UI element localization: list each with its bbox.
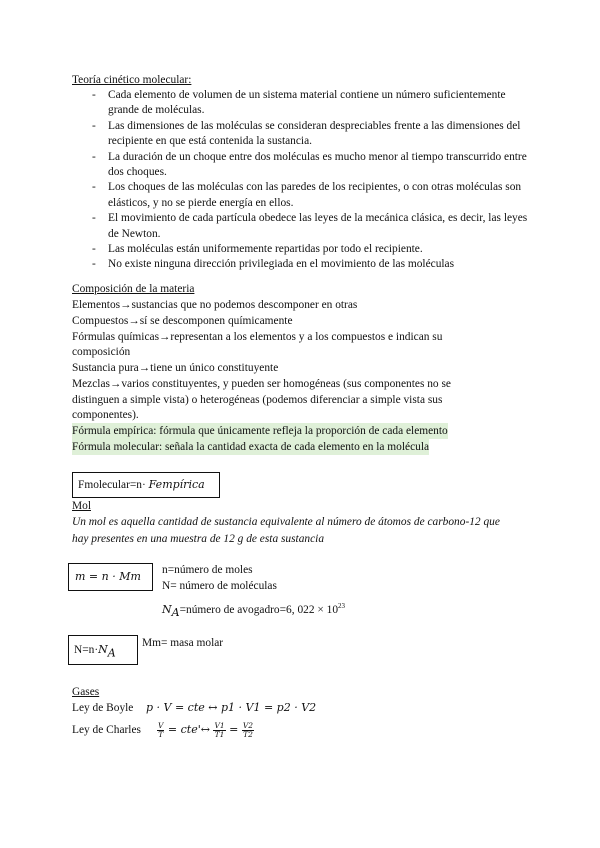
- mass-equation: m = n · Mm: [75, 570, 141, 583]
- avogadro-legend: $N_A=número$ de avogadro=6, $022 \times 10^{23}$: [162, 602, 346, 620]
- charles-label: Ley de Charles: [72, 724, 141, 736]
- mol-definition: Un mol es aquella cantidad de sustancia equivalente al número de átomos de carbono-12 que: [72, 516, 500, 528]
- moles-legend: n=número de moles: [162, 564, 253, 576]
- theory-title: Teoría cinético molecular:: [72, 74, 192, 86]
- compounds-line: Compuestos→sí se descomponen químicamente: [72, 315, 293, 327]
- mol-definition-cont: hay presentes en una muestra de 12 g de esta sustancia: [72, 533, 325, 545]
- charles-equation: $\frac{V}{T}$ = cte'↔ $\frac{V1}{T1}$ = $\frac{V2}{T2}$: [158, 720, 254, 739]
- molecules-legend: N= número de moléculas: [162, 580, 277, 592]
- particles-equation-box: [68, 635, 138, 665]
- list-item: - Cada elemento de volumen de un sistema material contiene un número suficientemente grande de moléculas.: [92, 89, 506, 117]
- boyle-equation: p · V = cte ↔ p1 · V1 = p2 · V2: [146, 701, 317, 714]
- molar-mass-legend: Mm= masa molar: [142, 637, 224, 649]
- gases-title: Gases: [72, 686, 100, 698]
- formula-italic: Fempírica: [148, 478, 205, 491]
- composition-title: Composición de la materia: [72, 283, 195, 295]
- mol-title: Mol: [72, 500, 91, 512]
- pure-substance-line: Sustancia pura→tiene un único constituyente: [72, 362, 279, 374]
- list-item: - La duración de un choque entre dos moléculas es mucho menor al tiempo transcurrido entre dos choques.: [92, 150, 527, 179]
- molecular-formula-box: [72, 472, 220, 498]
- mixtures-line: Mezclas→varios constituyentes, y pueden ser homogéneas (sus componentes no se: [72, 378, 451, 390]
- molecular-formula-highlight: Fórmula molecular: señala la cantidad exacta de cada elemento en la molécula: [72, 441, 430, 453]
- boyle-label: Ley de Boyle: [72, 702, 134, 714]
- elements-line: Elementos→sustancias que no podemos descomponer en otras: [72, 299, 358, 311]
- particles-equation: $N=n\cdot N_A$: [74, 643, 116, 660]
- formula-text: Fmolecular=n·: [78, 479, 146, 491]
- mass-equation-box: [68, 563, 153, 591]
- chemical-formulas-line-cont: composición: [72, 346, 131, 358]
- list-item: - Las moléculas están uniformemente repartidas por todo el recipiente.: [92, 243, 423, 256]
- list-item: - El movimiento de cada partícula obedece las leyes de la mecánica clásica, es decir, las leyes de Newton.: [92, 212, 528, 240]
- chemical-formulas-line: Fórmulas químicas→representan a los elementos y a los compuestos e indican su: [72, 331, 443, 343]
- empirical-formula-highlight: Fórmula empírica: fórmula que únicamente refleja la proporción de cada elemento: [72, 425, 448, 437]
- list-item: - No existe ninguna dirección privilegiada en el movimiento de las moléculas: [92, 258, 455, 271]
- mixtures-line-cont: distinguen a simple vista) o heterogéneas (podemos diferenciar a simple vista sus: [72, 394, 443, 406]
- mixtures-line-cont2: componentes).: [72, 409, 139, 421]
- list-item: - Los choques de las moléculas con las paredes de los recipientes, o con otras moléculas son elásticos, y no se pierde energía en ellos.: [92, 181, 522, 209]
- theory-bullet-list: [92, 88, 532, 273]
- list-item: - Las dimensiones de las moléculas se consideran despreciables frente a las dimensiones del recipiente en que está contenida la sustancia.: [92, 119, 521, 148]
